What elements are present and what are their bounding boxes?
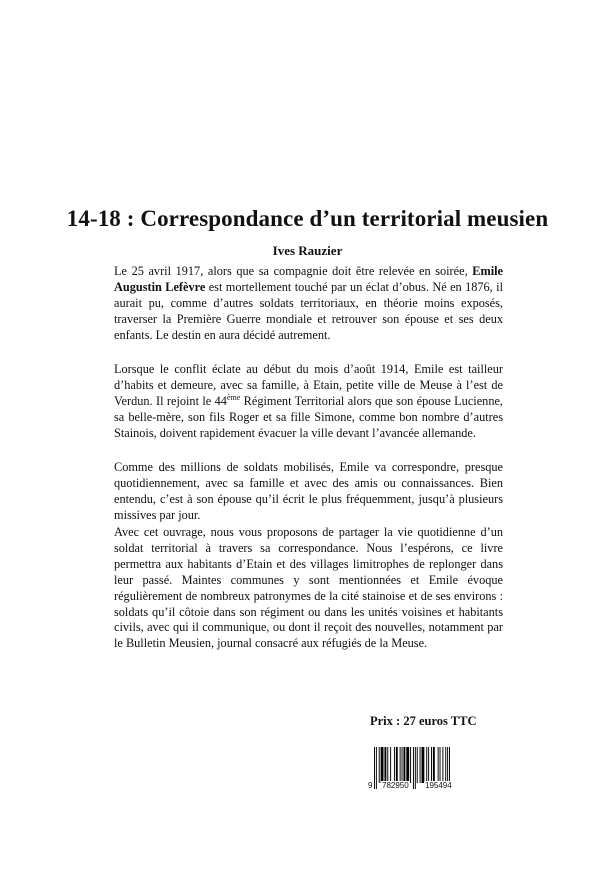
- barcode-bar: [403, 747, 405, 783]
- barcode-bar: [422, 747, 425, 783]
- paragraph-4: Avec cet ouvrage, nous vous proposons de partager la vie quotidienne d’un soldat territorial à travers sa correspondance. Nous l’espérons, ce livre permettra aux habitants d’Etain et des villages limitrophes de replonger dans leur passé. Maintes communes y sont mentionnées et Emile évoque régulièrement de nombreux patronymes de la cité stainoise et de ses environs : soldats qu’il côtoie dans son régiment ou dans les unités voisines et habitants civils, avec qui il communique, ou dont il reçoit des nouvelles, notamment par le Bulletin Meusien, journal consacré aux réfugiés de la Meuse.: [114, 525, 503, 651]
- barcode-bar: [390, 747, 391, 783]
- barcode-bar: [442, 747, 443, 783]
- soldier-name: Emile Augustin Lefèvre: [114, 264, 503, 294]
- barcode-bar: [445, 747, 446, 783]
- paragraph-2: [114, 362, 503, 442]
- barcode-bar: [384, 747, 386, 783]
- book-title: 14-18 : Correspondance d’un territorial meusien: [66, 206, 549, 231]
- price-label: Prix : 27 euros TTC: [370, 714, 477, 728]
- paragraph-1-text-end: est mortellement touché par un éclat d’obus. Né en 1876, il aurait pu, comme d’autres soldats territoriaux, en théorie moins exposés, traverser la Première Guerre mondiale et retrouver son épouse et ses deux enfants. Le destin en aura décidé autrement.: [114, 279, 503, 342]
- barcode-bar: [394, 747, 395, 783]
- barcode-bar: [417, 747, 418, 783]
- barcode-bar: [396, 747, 398, 783]
- barcode-bar: [406, 747, 409, 783]
- barcode-bar: [387, 747, 388, 783]
- barcode-bar: [426, 747, 427, 783]
- paragraph-2-text-end: Régiment Territorial alors que son épouse Lucienne, sa belle-mère, son fils Roger et sa fille Simone, comme bon nombre d’autres Stainois, doivent rapidement évacuer la ville devant l’avancée allemande.: [114, 393, 503, 440]
- isbn-digits: [370, 781, 474, 793]
- barcode-bar: [410, 747, 411, 783]
- ordinal-suffix: ème: [226, 392, 241, 402]
- paragraph-1: [114, 264, 503, 344]
- barcode-bar: [433, 747, 435, 783]
- barcode-bar: [379, 747, 380, 783]
- barcode-bar: [420, 747, 421, 783]
- author-name: Ives Rauzier: [272, 243, 343, 258]
- barcode-bar: [402, 747, 403, 783]
- barcode-bar: [400, 747, 401, 783]
- barcode-bar: [381, 747, 384, 783]
- barcode-bar: [428, 747, 429, 783]
- isbn-right-group: 195494: [425, 781, 452, 790]
- paragraph-2-text-start: Lorsque le conflit éclate au début du mois d’août 1914, Emile est tailleur d’habits et demeure, avec sa famille, à Etain, petite ville de Meuse à l’est de Verdun. Il rejoint le 44: [114, 362, 503, 408]
- barcode-bar: [431, 747, 432, 783]
- isbn-lead-digit: 9: [368, 781, 373, 790]
- paragraph-3: Comme des millions de soldats mobilisés, Emile va correspondre, presque quotidiennement, avec sa famille et avec des amis ou connaissances. Bien entendu, c’est à son épouse qu’il écrit le plus fréquemment, jusqu’à plusieurs missives par jour.: [114, 460, 503, 522]
- isbn-left-group: 782950: [382, 781, 409, 790]
- barcode-bar: [440, 747, 441, 783]
- paragraph-1-text-start: Le 25 avril 1917, alors que sa compagnie doit être relevée en soirée,: [114, 264, 473, 278]
- barcode-bar: [438, 747, 439, 783]
